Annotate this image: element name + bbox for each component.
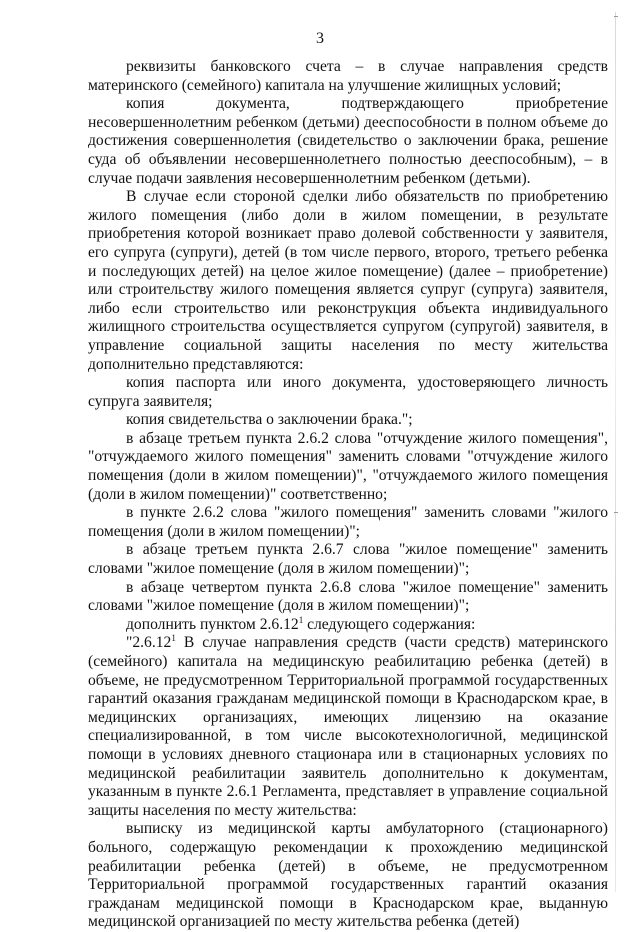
amendment-intro-sup: 1 [298,614,304,625]
paragraph: копия свидетельства о заключении брака."; [126,411,413,429]
new-clause-sup: 1 [171,633,176,644]
new-clause-paragraph [88,634,608,820]
paragraph: в абзаце третьем пункта 2.6.2 слова "отчуждение жилого помещения", "отчуждаемого жилого помещения" заменить словами "отчуждение жилого помещения (доли в жилом помещении)", "отчуждаемого жилого помещения (доли в жилом помещении)" соответственно; [88,429,608,503]
page-number: 3 [316,30,324,47]
amendment-intro-text: дополнить пунктом 2.6.12 [126,615,299,633]
new-clause-number: "2.6.12 [126,634,172,652]
paragraph: копия паспорта или иного документа, удостоверяющего личность супруга заявителя; [88,374,608,410]
amendment-intro-tail: следующего содержания: [303,615,476,633]
amendment-intro [88,616,608,635]
scan-edge-tick [614,512,618,513]
paragraph: выписку из медицинской карты амбулаторного (стационарного) больного, содержащую рекомендации к прохождению медицинской реабилитации ребенка (детей) в объеме, не предусмотренном Территориальной программой государственных гарантий оказания гражданам медицинской помощи в Краснодарском крае, выданную медицинской организацией по месту жительства ребенка (детей) [88,820,608,931]
paragraph: в абзаце четвертом пункта 2.6.8 слова "жилое помещение" заменить словами "жилое помещение (доля в жилом помещении)"; [88,578,608,615]
paragraph: в абзаце третьем пункта 2.6.7 слова "жилое помещение" заменить словами "жилое помещение (доля в жилом помещении)"; [88,541,608,578]
new-clause-text: В случае направления средств (части средств) материнского (семейного) капитала на медицинскую реабилитацию ребенка (детей) в объеме, не предусмотренном Территориальной программой государственных гарантий оказания гражданам медицинской помощи в Краснодарском крае, в медицинских организациях, имеющих лицензию на оказание специализированной, в том числе высокотехнологичной, медицинской помощи в условиях дневного стационара или в стационарных условиях по медицинской реабилитации заявитель дополнительно к документам, указанным в пункте 2.6.1 Регламента, представляет в управление социальной защиты населения по месту жительства: [88,634,608,819]
paragraph: копия документа, подтверждающего приобретение несовершеннолетним ребенком (детьми) дееспособности в полном объеме до достижения совершеннолетия (свидетельство о заключении брака, решение суда об объявлении несовершеннолетнего полностью дееспособным), – в случае подачи заявления несовершеннолетним ребенком (детьми). [88,95,608,187]
paragraph: в пункте 2.6.2 слова "жилого помещения" заменить словами "жилого помещения (доли в жилом помещении)"; [88,504,608,540]
paragraph: реквизиты банковского счета – в случае направления средств материнского (семейного) капитала на улучшение жилищных условий; [88,58,608,94]
scan-edge-tick [614,16,618,17]
scan-edge-line [615,12,616,892]
document-body [88,58,608,932]
paragraph: В случае если стороной сделки либо обязательств по приобретению жилого помещения (либо доли в жилом помещении, в результате приобретения которой возникает право долевой собственности у заявителя, его супруга (супруги), детей (в том числе первого, второго, третьего ребенка и последующих детей) на целое жилое помещение) (далее – приобретение) или строительству жилого помещения является супруг (супруга) заявителя, либо если строительство или реконструкция объекта индивидуального жилищного строительства осуществляется супругом (супругой) заявителя, в управление социальной защиты населения по месту жительства дополнительно представляются: [88,188,608,373]
